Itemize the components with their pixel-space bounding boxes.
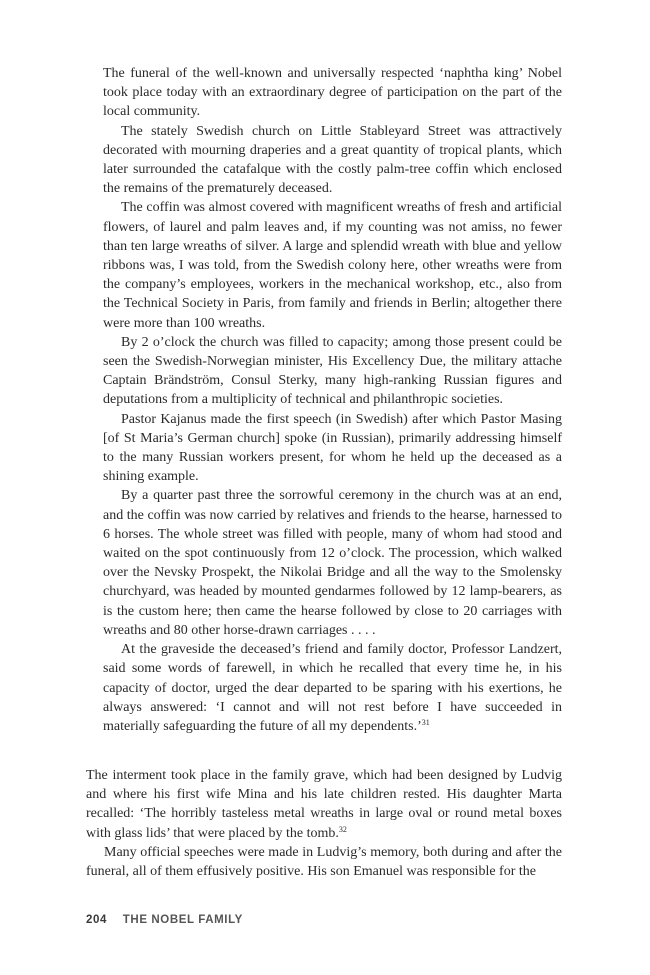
page-footer <box>86 914 243 926</box>
quote-paragraph: Pastor Kajanus made the first speech (in Swedish) after which Pastor Masing [of St Maria’s German church] spoke (in Russian), primarily addressing himself to the many Russian workers present, for whom he held up the deceased as a shining example. <box>103 411 562 485</box>
page-number: 204 <box>86 914 107 926</box>
quote-paragraph-text: At the graveside the deceased’s friend and family doctor, Professor Landzert, said some words of farewell, in which he recalled that every time he, in his capacity of doctor, urged the dear departed to be sparing with his exertions, he always answered: ‘I cannot and will not rest before I have succeeded in materially safeguarding the future of all my dependents.’ <box>103 642 562 734</box>
footnote-marker: 31 <box>421 717 430 727</box>
quote-paragraph-last <box>103 640 562 736</box>
quote-paragraph: The funeral of the well-known and universally respected ‘naphtha king’ Nobel took place today with an extraordinary degree of participation on the part of the local community. <box>103 66 562 120</box>
body-paragraph: Many official speeches were made in Ludvig’s memory, both during and after the funeral, all of them effusively positive. His son Emanuel was responsible for the <box>86 844 562 880</box>
quote-paragraph: The coffin was almost covered with magnificent wreaths of fresh and artificial flowers, of laurel and palm leaves and, if my counting was not amiss, no fewer than ten large wreaths of silver. A large and splendid wreath with blue and yellow ribbons was, I was told, from the Swedish colony here, other wreaths were from the company’s employees, workers in the mechanical workshop, etc., also from the Technical Society in Paris, from family and friends in Berlin; altogether there were more than 100 wreaths. <box>103 200 562 331</box>
body-paragraph <box>86 766 562 843</box>
quote-paragraph: By 2 o’clock the church was filled to capacity; among those present could be seen the Swedish-Norwegian minister, His Excellency Due, the military attache Captain Brändström, Consul Sterky, many high-ranking Russian figures and deputations from a multiplicity of technical and philanthropic societies. <box>103 334 562 408</box>
footnote-marker: 32 <box>338 824 347 834</box>
block-quote <box>103 64 562 736</box>
running-title: THE NOBEL FAMILY <box>122 914 243 926</box>
quote-paragraph: By a quarter past three the sorrowful ceremony in the church was at an end, and the coffin was now carried by relatives and friends to the hearse, harnessed to 6 horses. The whole street was filled with people, many of whom had stood and waited on the spot continuously from 12 o’clock. The procession, which walked over the Nevsky Prospekt, the Nikolai Bridge and all the way to the Smolensky churchyard, was headed by mounted gendarmes followed by 12 lamp-bearers, as is the custom here; then came the hearse followed by close to 20 carriages with wreaths and 80 other horse-drawn carriages . . . . <box>103 488 562 638</box>
quote-paragraph: The stately Swedish church on Little Stableyard Street was attractively decorated with mourning draperies and a great quantity of tropical plants, which later surrounded the catafalque with the costly palm-tree coffin which enclosed the remains of the prematurely deceased. <box>103 123 562 197</box>
body-text <box>86 766 562 881</box>
body-paragraph-text: The interment took place in the family grave, which had been designed by Ludvig and where his first wife Mina and his late children rested. His daughter Marta recalled: ‘The horribly tasteless metal wreaths in large oval or round metal boxes with glass lids’ that were placed by the tomb. <box>86 768 562 841</box>
